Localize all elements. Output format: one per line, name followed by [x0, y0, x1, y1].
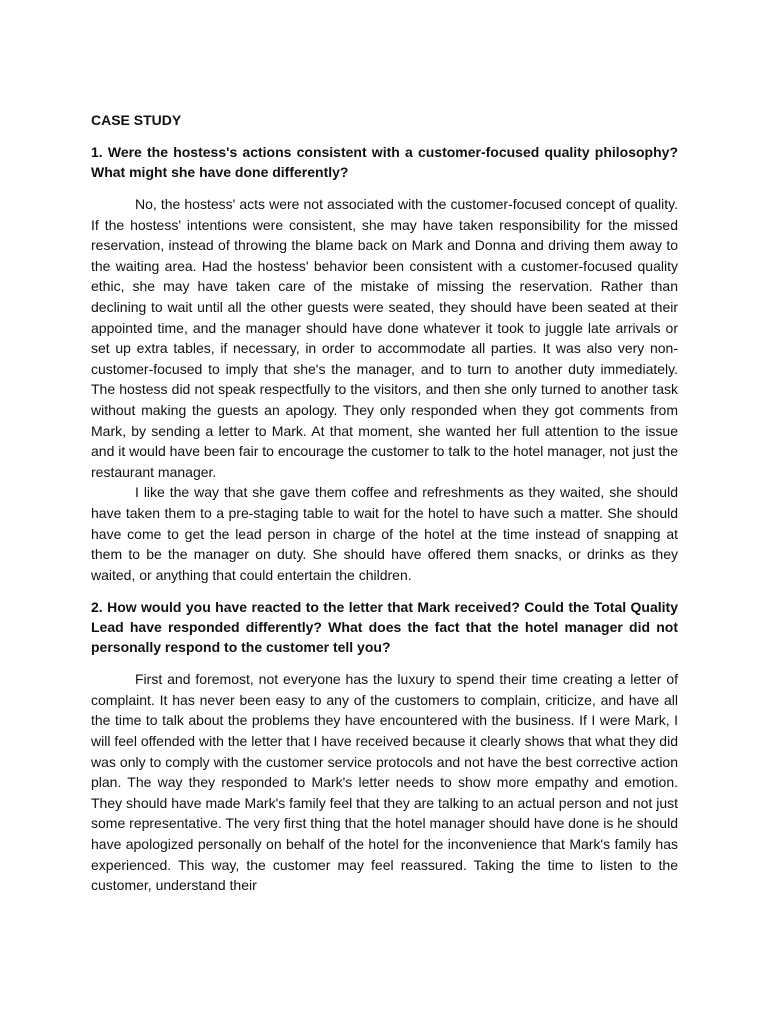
question-2: 2. How would you have reacted to the letter that Mark received? Could the Total Quality Lead have responded differently? What does the fact that the hotel manager did not personally respond to the customer tell you? — [91, 599, 678, 656]
section-1-paragraph-2: I like the way that she gave them coffee and refreshments as they waited, she should have taken them to a pre-staging table to wait for the hotel to have such a matter. She should have come to get the lead person in charge of the hotel at the time instead of snapping at them to be the manager on duty. She should have offered them snacks, or drinks as they waited, or anything that could entertain the children. — [91, 484, 678, 583]
question-1: 1. Were the hostess's actions consistent with a customer-focused quality philosophy? What might she have done differently? — [91, 144, 678, 180]
section-spacer — [91, 585, 678, 597]
section-2-paragraph-1: First and foremost, not everyone has the luxury to spend their time creating a letter of complaint. It has never been easy to any of the customers to complain, criticize, and have all the time to talk about the problems they have encountered with the business. If I were Mark, I will feel offended with the letter that I have received because it clearly shows that what they did was only to comply with the customer service protocols and not have the best corrective action plan. The way they responded to Mark's letter needs to show more empathy and emotion. They should have made Mark's family feel that they are talking to an actual person and not just some representative. The very first thing that the hotel manager should have done is he should have apologized personally on behalf of the hotel for the inconvenience that Mark's family has experienced. This way, the customer may feel reassured. Taking the time to listen to the customer, understand their — [91, 671, 678, 894]
section-1 — [91, 142, 678, 585]
section-2 — [91, 597, 678, 896]
document-page — [91, 110, 678, 896]
section-1-paragraph-1: No, the hostess' acts were not associated with the customer-focused concept of quality. If the hostess' intentions were consistent, she may have taken responsibility for the missed reservation, instead of throwing the blame back on Mark and Donna and driving them away to the waiting area. Had the hostess' behavior been consistent with a customer-focused quality ethic, she may have taken care of the mistake of missing the reservation. Rather than declining to wait until all the other guests were seated, they should have been seated at their appointed time, and the manager should have done whatever it took to juggle late arrivals or set up extra tables, if necessary, in order to accommodate all parties. It was also very non-customer-focused to imply that she's the manager, and to turn to another duty immediately. The hostess did not speak respectfully to the visitors, and then she only turned to another task without making the guests an apology. They only responded when they got comments from Mark, by sending a letter to Mark. At that moment, she wanted her full attention to the issue and it would have been fair to encourage the customer to talk to the hotel manager, not just the restaurant manager. — [91, 196, 678, 480]
document-title: CASE STUDY — [91, 112, 182, 128]
